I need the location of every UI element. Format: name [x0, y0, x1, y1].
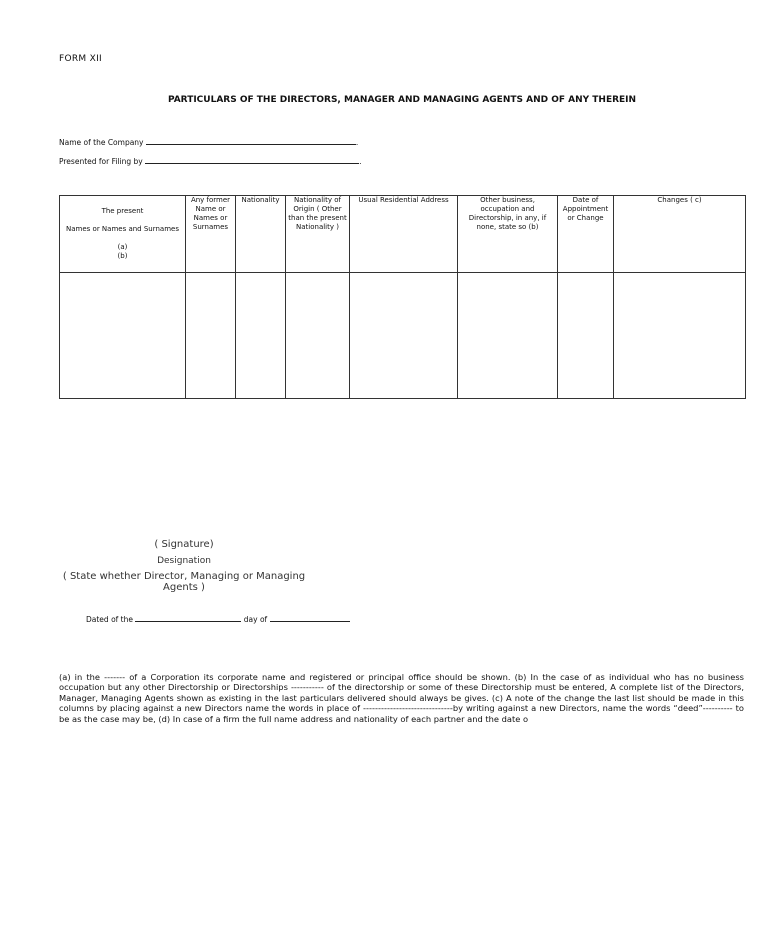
- company-name-end: .: [355, 138, 359, 147]
- dated-day-blank[interactable]: [135, 613, 241, 622]
- header-nationality-origin: Nationality of Origin ( Other than the present Nationality ): [286, 196, 350, 273]
- header-nationality: Nationality: [236, 196, 286, 273]
- header-present-line2: Names or Names and Surnames: [66, 225, 179, 233]
- filing-by-label: Presented for Filing by: [59, 157, 143, 166]
- day-of-label: day of: [243, 615, 268, 624]
- footnotes: (a) in the ------- of a Corporation its corporate name and registered or principal office should be shown. (b) In the case of as individual who has no business occupation but any other Directorship or Directorships ----------- of the directorship or some of these Directorship must be entered, A complete list of the Directors, Manager, Managing Agents shown as existing in the last particulars delivered should always be gives. (c) A note of the change the last list should be made in this columns by placing against a new Directors name the words in place of ------------------------------by writing against a new Directors, name the words “deed”---------- to be as the case may be, (d) In case of a firm the full name address and nationality of each partner and the date o: [59, 672, 744, 724]
- cell-nationality[interactable]: [236, 273, 286, 399]
- header-changes: Changes ( c): [614, 196, 746, 273]
- cell-other-business[interactable]: [458, 273, 558, 399]
- dated-field: [86, 613, 350, 624]
- form-title: PARTICULARS OF THE DIRECTORS, MANAGER AND MANAGING AGENTS AND OF ANY THEREIN: [167, 95, 637, 105]
- cell-date-appointment[interactable]: [558, 273, 614, 399]
- table-row: [60, 273, 746, 399]
- dated-label: Dated of the: [86, 615, 133, 624]
- header-present-line3: (a): [117, 243, 128, 251]
- signature-label: ( Signature): [154, 539, 214, 550]
- header-present-line1: The present: [101, 207, 144, 215]
- table-header-row: [60, 196, 746, 273]
- cell-former-names[interactable]: [186, 273, 236, 399]
- role-instruction: ( State whether Director, Managing or Managing Agents ): [62, 571, 306, 593]
- header-present-line4: (b): [117, 252, 128, 260]
- header-residential-address: Usual Residential Address: [350, 196, 458, 273]
- cell-nationality-origin[interactable]: [286, 273, 350, 399]
- filing-by-end: .: [359, 157, 362, 166]
- cell-present-names[interactable]: [60, 273, 186, 399]
- header-date-appointment: Date of Appointment or Change: [558, 196, 614, 273]
- cell-changes[interactable]: [614, 273, 746, 399]
- header-present-names: [60, 196, 186, 273]
- company-name-field: [59, 136, 358, 147]
- company-name-label: Name of the Company: [59, 138, 144, 147]
- company-name-blank[interactable]: [146, 136, 359, 147]
- filing-by-field: [59, 155, 362, 166]
- dated-month-blank[interactable]: [270, 613, 350, 622]
- filing-by-blank[interactable]: [145, 155, 362, 166]
- header-former-names: Any former Name or Names or Surnames: [186, 196, 236, 273]
- designation-label: Designation: [157, 556, 211, 566]
- directors-table: [59, 195, 746, 399]
- form-number: FORM XII: [59, 54, 103, 64]
- cell-residential-address[interactable]: [350, 273, 458, 399]
- header-other-business: Other business, occupation and Directorship, in any, if none, state so (b): [458, 196, 558, 273]
